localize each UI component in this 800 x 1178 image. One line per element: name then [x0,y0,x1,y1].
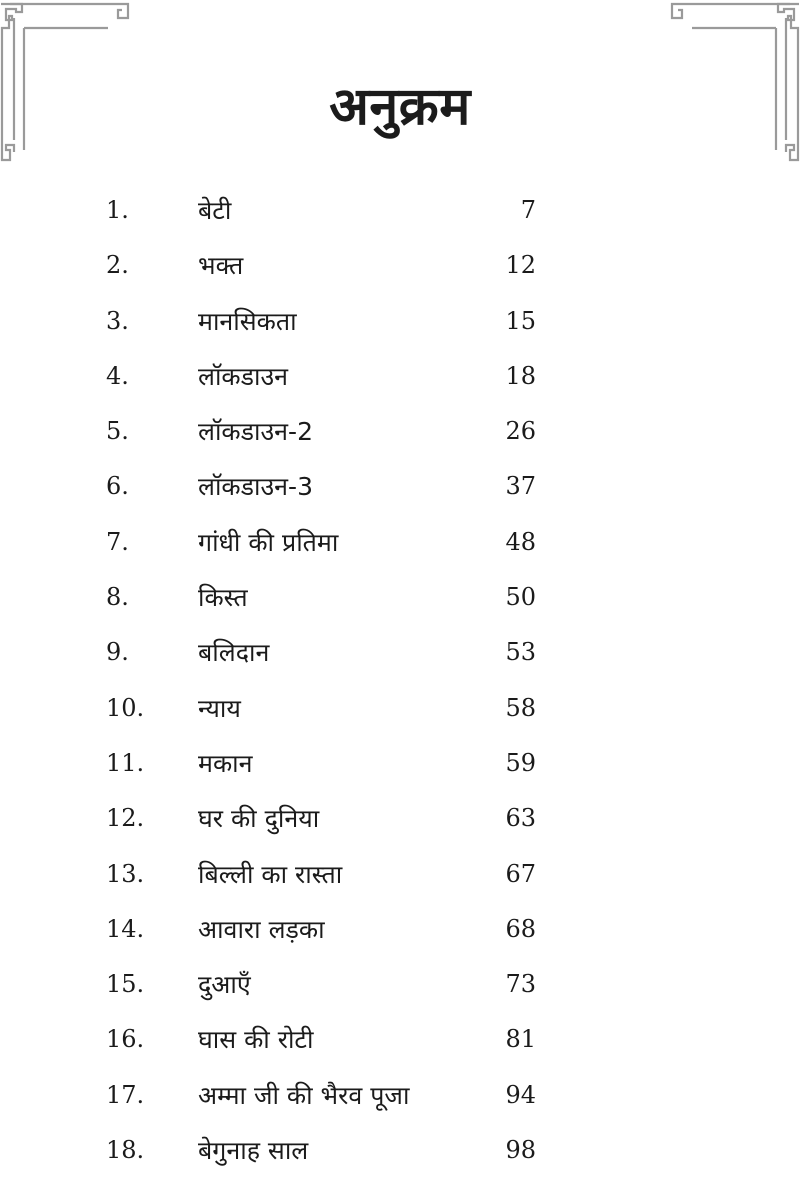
entry-number: 11. [106,748,145,777]
entry-page: 59 [505,748,536,777]
toc-entry [100,902,540,957]
toc-entry [100,736,540,791]
entry-number: 6. [106,472,129,501]
entry-page: 37 [505,472,536,501]
toc-entry [100,183,540,238]
entry-number: 2. [106,251,129,280]
entry-title: न्याय [198,693,241,723]
entry-title: भक्त [198,251,244,281]
toc-entry [100,625,540,680]
entry-title: बेटी [198,196,232,225]
entry-title: मानसिकता [198,306,297,336]
toc-entry [100,570,540,625]
entry-title: दुआएँ [198,970,251,1000]
entry-number: 7. [106,527,129,556]
toc-entry [100,459,540,514]
entry-number: 18. [106,1136,145,1165]
entry-number: 14. [106,914,145,943]
entry-page: 68 [505,914,536,943]
page-title: अनुक्रम [329,77,471,137]
entry-page: 48 [505,527,536,556]
entry-page: 81 [505,1025,536,1054]
toc-entry [100,515,540,570]
entry-title: घास की रोटी [198,1025,314,1055]
entry-page: 58 [505,693,536,722]
entry-title: किस्त [198,583,248,613]
entry-title: बेगुनाह साल [198,1136,309,1166]
table-of-contents [100,183,540,1178]
entry-title: लॉकडाउन-2 [198,417,313,447]
entry-page: 7 [520,196,536,224]
entry-page: 63 [505,804,536,833]
entry-title: अम्मा जी की भैरव पूजा [198,1080,410,1110]
entry-page: 26 [505,417,536,446]
toc-entry [100,791,540,846]
toc-entry [100,294,540,349]
entry-page: 15 [505,306,536,335]
entry-page: 73 [505,970,536,999]
entry-page: 98 [505,1136,536,1165]
toc-entry [100,1012,540,1067]
toc-entry [100,681,540,736]
toc-entry [100,847,540,902]
entry-number: 5. [106,417,129,446]
entry-page: 18 [505,361,536,390]
entry-page: 12 [505,251,536,280]
entry-number: 17. [106,1080,145,1109]
entry-number: 9. [106,638,129,667]
entry-number: 16. [106,1025,145,1054]
toc-entry [100,957,540,1012]
toc-entry [100,349,540,404]
toc-entry [100,238,540,293]
entry-number: 8. [106,583,129,612]
entry-number: 4. [106,361,129,390]
entry-page: 94 [505,1080,536,1109]
entry-number: 13. [106,859,145,888]
entry-number: 1. [106,196,129,224]
toc-entry [100,404,540,459]
toc-entry [100,1068,540,1123]
entry-title: बलिदान [198,638,270,668]
entry-title: आवारा लड़का [198,914,325,944]
entry-title: घर की दुनिया [198,804,320,834]
entry-number: 10. [106,693,145,722]
entry-page: 67 [505,859,536,888]
entry-title: गांधी की प्रतिमा [198,527,339,557]
entry-number: 3. [106,306,129,335]
entry-title: बिल्ली का रास्ता [198,859,343,889]
entry-page: 53 [505,638,536,667]
entry-number: 12. [106,804,145,833]
entry-number: 15. [106,970,145,999]
entry-title: मकान [198,748,253,778]
entry-title: लॉकडाउन-3 [198,472,313,502]
entry-page: 50 [505,583,536,612]
entry-title: लॉकडाउन [198,361,289,391]
